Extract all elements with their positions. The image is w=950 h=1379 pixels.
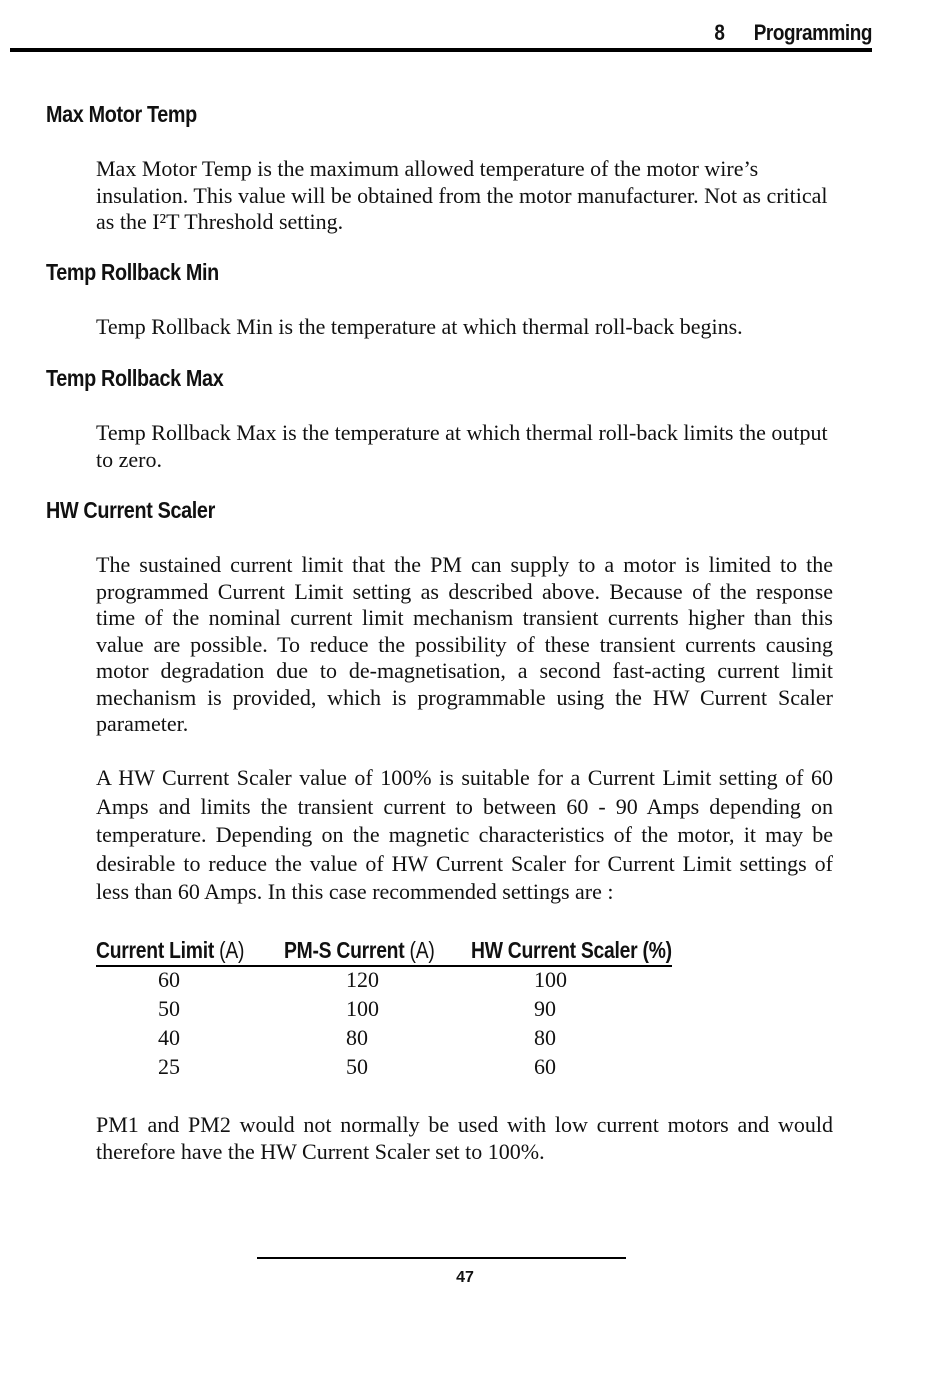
paragraph-hw-current-scaler-3: PM1 and PM2 would not normally be used with low current motors and would therefore have the HW Current Scaler set to 100%. bbox=[96, 1112, 833, 1164]
table-cell: 60 bbox=[158, 967, 180, 992]
heading-hw-current-scaler: HW Current Scaler bbox=[46, 497, 215, 523]
table-cell: 120 bbox=[346, 967, 379, 992]
paragraph-temp-rollback-max: Temp Rollback Max is the temperature at which thermal roll-back limits the output to zero. bbox=[96, 420, 828, 472]
running-header bbox=[604, 20, 872, 46]
chapter-number: 8 bbox=[714, 20, 725, 45]
table-cell: 80 bbox=[534, 1025, 556, 1050]
table-cell: 100 bbox=[346, 996, 379, 1021]
heading-max-motor-temp: Max Motor Temp bbox=[46, 101, 197, 127]
table-cell: 50 bbox=[158, 996, 180, 1021]
paragraph-temp-rollback-min: Temp Rollback Min is the temperature at which thermal roll-back begins. bbox=[96, 314, 743, 339]
table-header-rule bbox=[96, 965, 672, 967]
table-cell: 60 bbox=[534, 1054, 556, 1079]
header-rule bbox=[10, 48, 872, 52]
table-cell: 80 bbox=[346, 1025, 368, 1050]
table-header-current-limit: Current Limit (A) bbox=[96, 937, 245, 963]
table-header-hw-current-scaler: HW Current Scaler (%) bbox=[471, 937, 672, 963]
table-cell: 90 bbox=[534, 996, 556, 1021]
table-header-pms-current: PM-S Current (A) bbox=[284, 937, 435, 963]
heading-temp-rollback-max: Temp Rollback Max bbox=[46, 365, 224, 391]
table-cell: 100 bbox=[534, 967, 567, 992]
table-cell: 25 bbox=[158, 1054, 180, 1079]
chapter-title: Programming bbox=[753, 20, 872, 45]
paragraph-max-motor-temp: Max Motor Temp is the maximum allowed temperature of the motor wire’s insulation. This value will be obtained from the motor manufacturer. Not as critical as the I²T Threshold setting. bbox=[96, 156, 828, 234]
heading-temp-rollback-min: Temp Rollback Min bbox=[46, 259, 219, 285]
table-cell: 40 bbox=[158, 1025, 180, 1050]
paragraph-hw-current-scaler-2: A HW Current Scaler value of 100% is suitable for a Current Limit setting of 60 Amps and limits the transient current to between 60 - 90 Amps depending on temperature. Depending on the magnetic characteristics of the motor, it may be desirable to reduce the value of HW Current Scaler for Current Limit settings of less than 60 Amps. In this case recommended settings are : bbox=[96, 765, 833, 904]
table-cell: 50 bbox=[346, 1054, 368, 1079]
footer-rule bbox=[257, 1257, 626, 1259]
page-number: 47 bbox=[456, 1269, 474, 1286]
paragraph-hw-current-scaler-1: The sustained current limit that the PM can supply to a motor is limited to the programmed Current Limit setting as described above. Because of the response time of the nominal current limit mechanism transient currents higher than this value are possible. To reduce the possibility of these transient currents causing motor degradation due to de-magnetisation, a second fast-acting current limit mechanism is provided, which is programmable using the HW Current Scaler parameter. bbox=[96, 552, 833, 736]
